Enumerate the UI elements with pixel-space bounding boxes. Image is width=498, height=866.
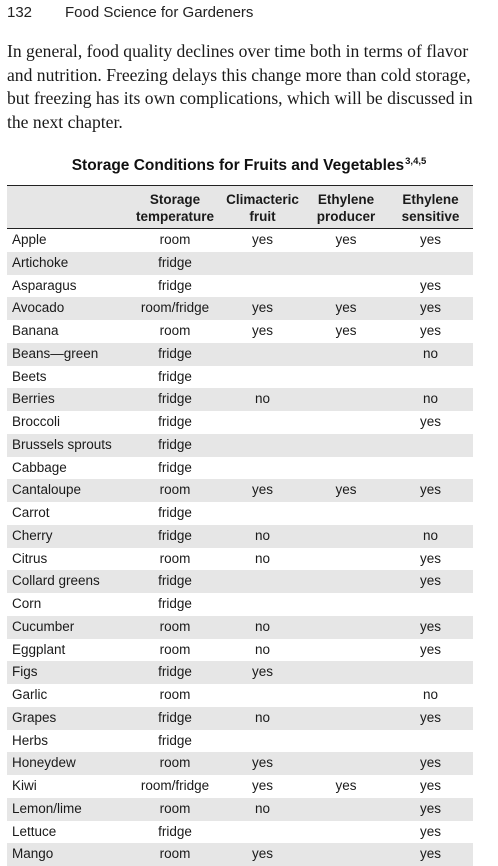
- table-cell: fridge: [129, 525, 221, 548]
- table-cell: fridge: [129, 661, 221, 684]
- table-row: [7, 411, 473, 434]
- table-cell: [221, 821, 304, 844]
- table-cell: [304, 388, 388, 411]
- table-row: [7, 366, 473, 389]
- table-cell: no: [221, 388, 304, 411]
- produce-name-cell: Berries: [7, 388, 129, 411]
- table-cell: yes: [304, 479, 388, 502]
- table-row: [7, 502, 473, 525]
- produce-name-cell: Banana: [7, 320, 129, 343]
- column-header: [7, 186, 129, 229]
- table-cell: fridge: [129, 366, 221, 389]
- table-cell: [304, 434, 388, 457]
- table-row: [7, 843, 473, 866]
- table-cell: [304, 366, 388, 389]
- produce-name-cell: Corn: [7, 593, 129, 616]
- table-cell: no: [221, 639, 304, 662]
- table-cell: [304, 457, 388, 480]
- produce-name-cell: Mango: [7, 843, 129, 866]
- table-cell: yes: [388, 479, 473, 502]
- table-cell: [304, 593, 388, 616]
- book-title: Food Science for Gardeners: [65, 4, 253, 21]
- table-cell: [304, 798, 388, 821]
- produce-name-cell: Collard greens: [7, 570, 129, 593]
- table-cell: yes: [388, 775, 473, 798]
- table-row: [7, 252, 473, 275]
- table-cell: no: [221, 616, 304, 639]
- produce-name-cell: Avocado: [7, 297, 129, 320]
- table-cell: room/fridge: [129, 775, 221, 798]
- produce-name-cell: Broccoli: [7, 411, 129, 434]
- table-row: [7, 661, 473, 684]
- table-row: [7, 297, 473, 320]
- table-cell: no: [221, 707, 304, 730]
- table-cell: yes: [221, 320, 304, 343]
- table-row: [7, 707, 473, 730]
- running-head: [7, 4, 253, 21]
- table-cell: room: [129, 229, 221, 252]
- table-cell: [221, 684, 304, 707]
- page-number: 132: [7, 4, 65, 21]
- produce-name-cell: Cabbage: [7, 457, 129, 480]
- table-cell: yes: [388, 548, 473, 571]
- table-cell: fridge: [129, 252, 221, 275]
- table-cell: room: [129, 479, 221, 502]
- table-cell: yes: [388, 752, 473, 775]
- table-cell: [304, 275, 388, 298]
- table-row: [7, 525, 473, 548]
- table-row: [7, 479, 473, 502]
- table-cell: fridge: [129, 388, 221, 411]
- table-cell: yes: [388, 411, 473, 434]
- body-paragraph: In general, food quality declines over time both in terms of flavor and nutrition. Freezing delays this change more than cold storage, but freezing has its own complications, which will be discussed in the next chapter.: [7, 40, 491, 134]
- table-cell: [221, 730, 304, 753]
- table-cell: fridge: [129, 570, 221, 593]
- table-cell: [304, 548, 388, 571]
- table-cell: [304, 707, 388, 730]
- table-cell: [304, 821, 388, 844]
- table-row: [7, 752, 473, 775]
- table-cell: [304, 252, 388, 275]
- table-cell: yes: [388, 297, 473, 320]
- table-row: [7, 388, 473, 411]
- table-cell: room/fridge: [129, 297, 221, 320]
- table-cell: yes: [388, 843, 473, 866]
- table-cell: yes: [388, 821, 473, 844]
- table-cell: [221, 275, 304, 298]
- table-cell: fridge: [129, 275, 221, 298]
- table-cell: [388, 593, 473, 616]
- produce-name-cell: Garlic: [7, 684, 129, 707]
- table-cell: yes: [221, 479, 304, 502]
- table-cell: yes: [388, 707, 473, 730]
- table-row: [7, 775, 473, 798]
- table-cell: fridge: [129, 502, 221, 525]
- table-cell: yes: [304, 775, 388, 798]
- table-cell: fridge: [129, 343, 221, 366]
- table-cell: yes: [221, 297, 304, 320]
- storage-conditions-table: [7, 185, 473, 866]
- table-cell: [221, 252, 304, 275]
- table-cell: [388, 457, 473, 480]
- produce-name-cell: Lemon/lime: [7, 798, 129, 821]
- table-cell: yes: [388, 320, 473, 343]
- table-cell: room: [129, 320, 221, 343]
- table-cell: room: [129, 684, 221, 707]
- table-cell: fridge: [129, 707, 221, 730]
- table-cell: [304, 639, 388, 662]
- table-cell: no: [388, 525, 473, 548]
- table-cell: [388, 366, 473, 389]
- table-row: [7, 434, 473, 457]
- produce-name-cell: Beans—green: [7, 343, 129, 366]
- table-body: [7, 229, 473, 866]
- column-header: Storage temperature: [129, 186, 221, 229]
- table-cell: yes: [221, 775, 304, 798]
- table-cell: yes: [304, 297, 388, 320]
- table-row: [7, 320, 473, 343]
- table-cell: room: [129, 639, 221, 662]
- table-cell: fridge: [129, 434, 221, 457]
- produce-name-cell: Cantaloupe: [7, 479, 129, 502]
- table-cell: no: [221, 798, 304, 821]
- table-cell: [304, 343, 388, 366]
- table-cell: yes: [388, 616, 473, 639]
- table-cell: [304, 570, 388, 593]
- table-cell: yes: [388, 798, 473, 821]
- table-cell: [304, 525, 388, 548]
- table-cell: room: [129, 843, 221, 866]
- table-title-footnote-refs: 3,4,5: [405, 156, 426, 167]
- table-cell: [221, 434, 304, 457]
- produce-name-cell: Beets: [7, 366, 129, 389]
- table-cell: [221, 457, 304, 480]
- produce-name-cell: Kiwi: [7, 775, 129, 798]
- table-header-row: [7, 186, 473, 229]
- table-cell: room: [129, 548, 221, 571]
- table-cell: yes: [221, 661, 304, 684]
- produce-name-cell: Grapes: [7, 707, 129, 730]
- table-row: [7, 593, 473, 616]
- table-cell: [388, 661, 473, 684]
- table-cell: yes: [388, 639, 473, 662]
- table-cell: yes: [388, 570, 473, 593]
- table-row: [7, 684, 473, 707]
- table-cell: [304, 684, 388, 707]
- table-row: [7, 616, 473, 639]
- table-cell: fridge: [129, 411, 221, 434]
- table-cell: yes: [304, 320, 388, 343]
- table-cell: [304, 752, 388, 775]
- table-cell: fridge: [129, 593, 221, 616]
- table-cell: [388, 434, 473, 457]
- table-cell: no: [221, 548, 304, 571]
- table-cell: [304, 502, 388, 525]
- produce-name-cell: Lettuce: [7, 821, 129, 844]
- table-row: [7, 229, 473, 252]
- table-row: [7, 730, 473, 753]
- table-cell: [221, 502, 304, 525]
- table-cell: [388, 252, 473, 275]
- table-title-text: Storage Conditions for Fruits and Vegetables: [72, 157, 404, 174]
- table-cell: [388, 730, 473, 753]
- produce-name-cell: Cucumber: [7, 616, 129, 639]
- produce-name-cell: Eggplant: [7, 639, 129, 662]
- produce-name-cell: Figs: [7, 661, 129, 684]
- table-cell: yes: [388, 229, 473, 252]
- table-cell: [304, 411, 388, 434]
- produce-name-cell: Brussels sprouts: [7, 434, 129, 457]
- produce-name-cell: Herbs: [7, 730, 129, 753]
- table-cell: yes: [388, 275, 473, 298]
- table-cell: yes: [221, 843, 304, 866]
- table-row: [7, 639, 473, 662]
- column-header: Climacteric fruit: [221, 186, 304, 229]
- table-cell: [388, 502, 473, 525]
- table-row: [7, 570, 473, 593]
- produce-name-cell: Asparagus: [7, 275, 129, 298]
- column-header: Ethylene sensitive: [388, 186, 473, 229]
- table-cell: [304, 661, 388, 684]
- table-cell: no: [388, 388, 473, 411]
- table-cell: [304, 616, 388, 639]
- table-row: [7, 457, 473, 480]
- table-row: [7, 798, 473, 821]
- table-cell: room: [129, 752, 221, 775]
- table-cell: yes: [221, 229, 304, 252]
- table-cell: no: [388, 343, 473, 366]
- table-cell: fridge: [129, 730, 221, 753]
- table-cell: [221, 411, 304, 434]
- table-cell: [304, 843, 388, 866]
- table-cell: [221, 343, 304, 366]
- table-cell: [221, 570, 304, 593]
- table-row: [7, 343, 473, 366]
- table-cell: [221, 366, 304, 389]
- table-row: [7, 821, 473, 844]
- produce-name-cell: Carrot: [7, 502, 129, 525]
- column-header: Ethylene producer: [304, 186, 388, 229]
- produce-name-cell: Apple: [7, 229, 129, 252]
- table-cell: yes: [304, 229, 388, 252]
- produce-name-cell: Honeydew: [7, 752, 129, 775]
- table-row: [7, 275, 473, 298]
- table-cell: fridge: [129, 457, 221, 480]
- table-cell: yes: [221, 752, 304, 775]
- table-cell: fridge: [129, 821, 221, 844]
- produce-name-cell: Cherry: [7, 525, 129, 548]
- table-cell: [221, 593, 304, 616]
- table-cell: room: [129, 616, 221, 639]
- table-cell: no: [221, 525, 304, 548]
- table-row: [7, 548, 473, 571]
- produce-name-cell: Artichoke: [7, 252, 129, 275]
- table-cell: no: [388, 684, 473, 707]
- table-cell: room: [129, 798, 221, 821]
- table-title: [0, 156, 498, 175]
- produce-name-cell: Citrus: [7, 548, 129, 571]
- table-cell: [304, 730, 388, 753]
